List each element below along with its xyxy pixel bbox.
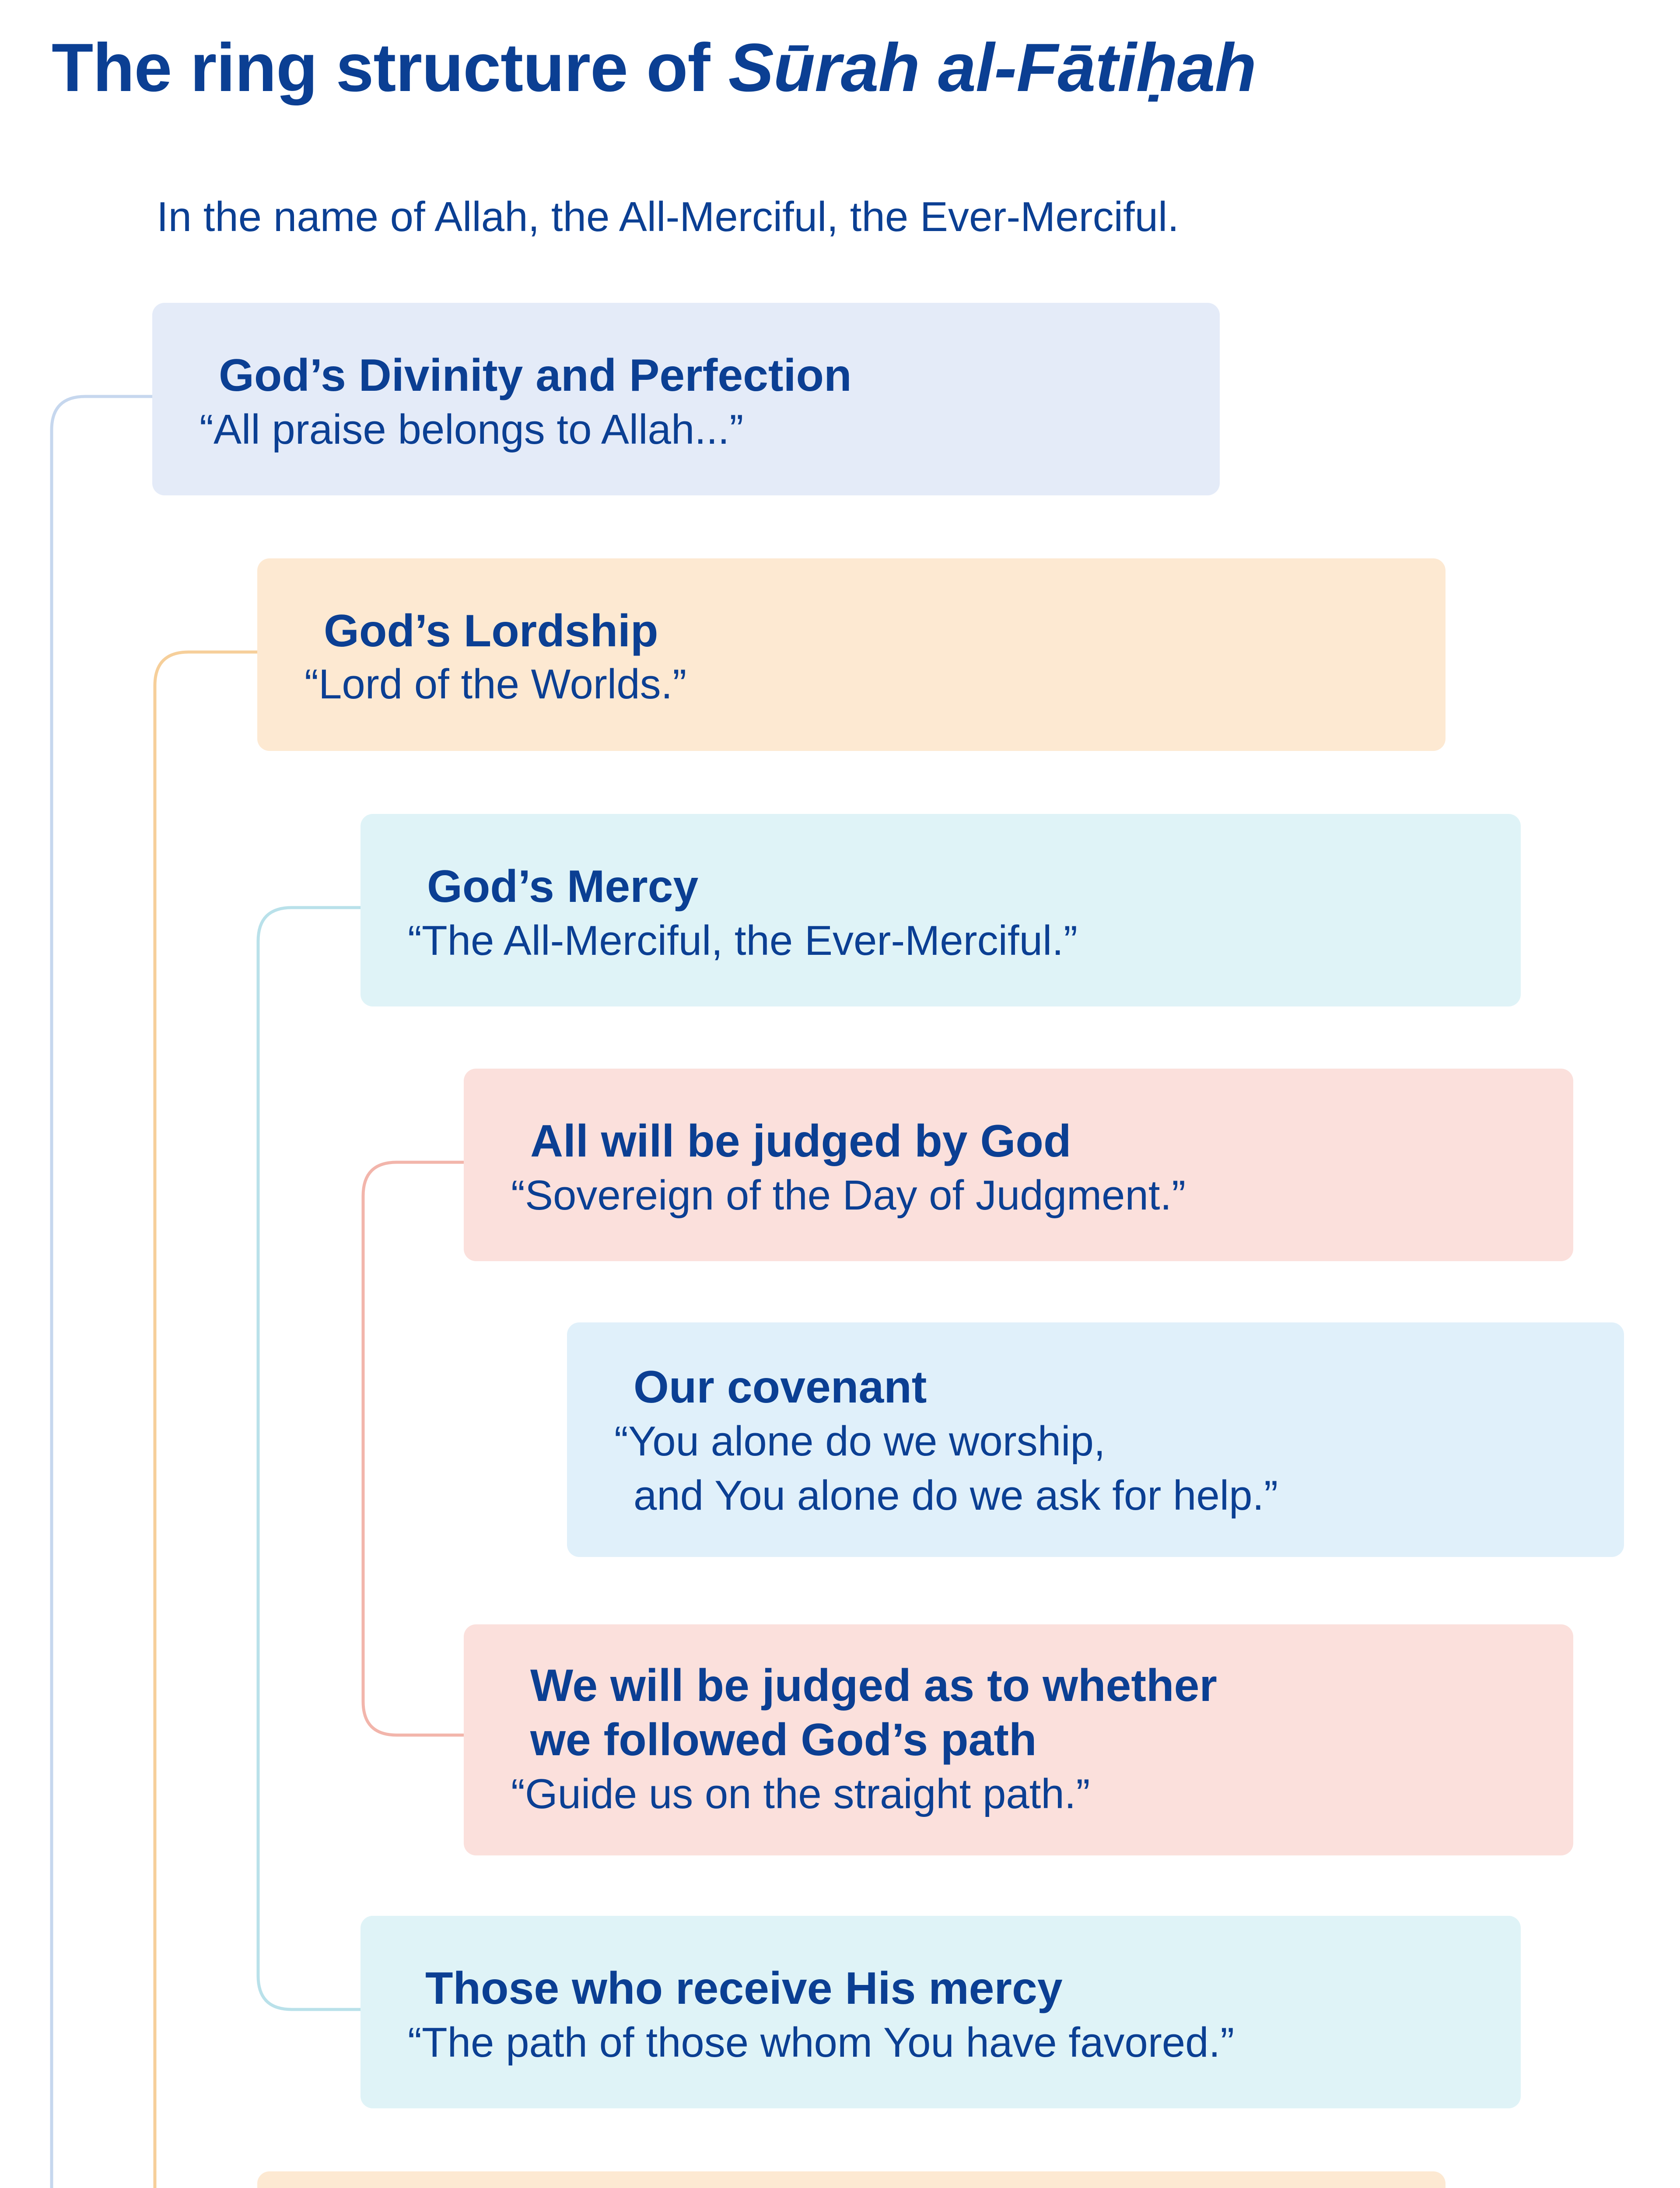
box-gods-mercy-quote: “The All-Merciful, the Ever-Merciful.” [408,917,1078,964]
box-injustice [257,2171,1446,2188]
box-gods-lordship [257,558,1446,751]
box-judged-by-god [464,1069,1573,1261]
box-receive-mercy-quote: “The path of those whom You have favored.” [408,2019,1235,2066]
title-surah-name: Sūrah al-Fātiḥah [728,30,1256,106]
box-gods-divinity-quote: “All praise belongs to Allah...” [200,406,744,453]
box-our-covenant [567,1322,1624,1557]
box-followed-gods-path [464,1624,1573,1855]
box-receive-mercy-heading: Those who receive His mercy [425,1963,1063,2014]
box-judged-by-god-heading: All will be judged by God [530,1116,1071,1167]
bracket-divinity [52,396,152,2188]
box-gods-lordship-quote: “Lord of the Worlds.” [304,661,687,708]
box-gods-mercy [360,814,1521,1006]
bracket-lordship [155,652,257,2188]
box-gods-divinity-heading: God’s Divinity and Perfection [219,350,852,401]
box-judged-by-god-quote: “Sovereign of the Day of Judgment.” [511,1172,1186,1219]
box-gods-mercy-heading: God’s Mercy [427,861,699,912]
box-our-covenant-heading: Our covenant [634,1362,927,1413]
box-followed-gods-path-heading: We will be judged as to whether we followed God’s path [530,1660,1217,1765]
box-followed-gods-path-quote: “Guide us on the straight path.” [511,1771,1090,1817]
bracket-mercy [258,908,360,2009]
title-prefix: The ring structure of [52,30,728,106]
box-gods-lordship-heading: God’s Lordship [324,606,658,656]
bracket-judgment [363,1162,464,1735]
basmala-text: In the name of Allah, the All-Merciful, the Ever-Merciful. [157,193,1179,240]
box-our-covenant-quote: “You alone do we worship, and You alone do we ask for help.” [614,1418,1278,1519]
box-gods-divinity [152,303,1220,495]
box-receive-mercy [360,1916,1521,2108]
